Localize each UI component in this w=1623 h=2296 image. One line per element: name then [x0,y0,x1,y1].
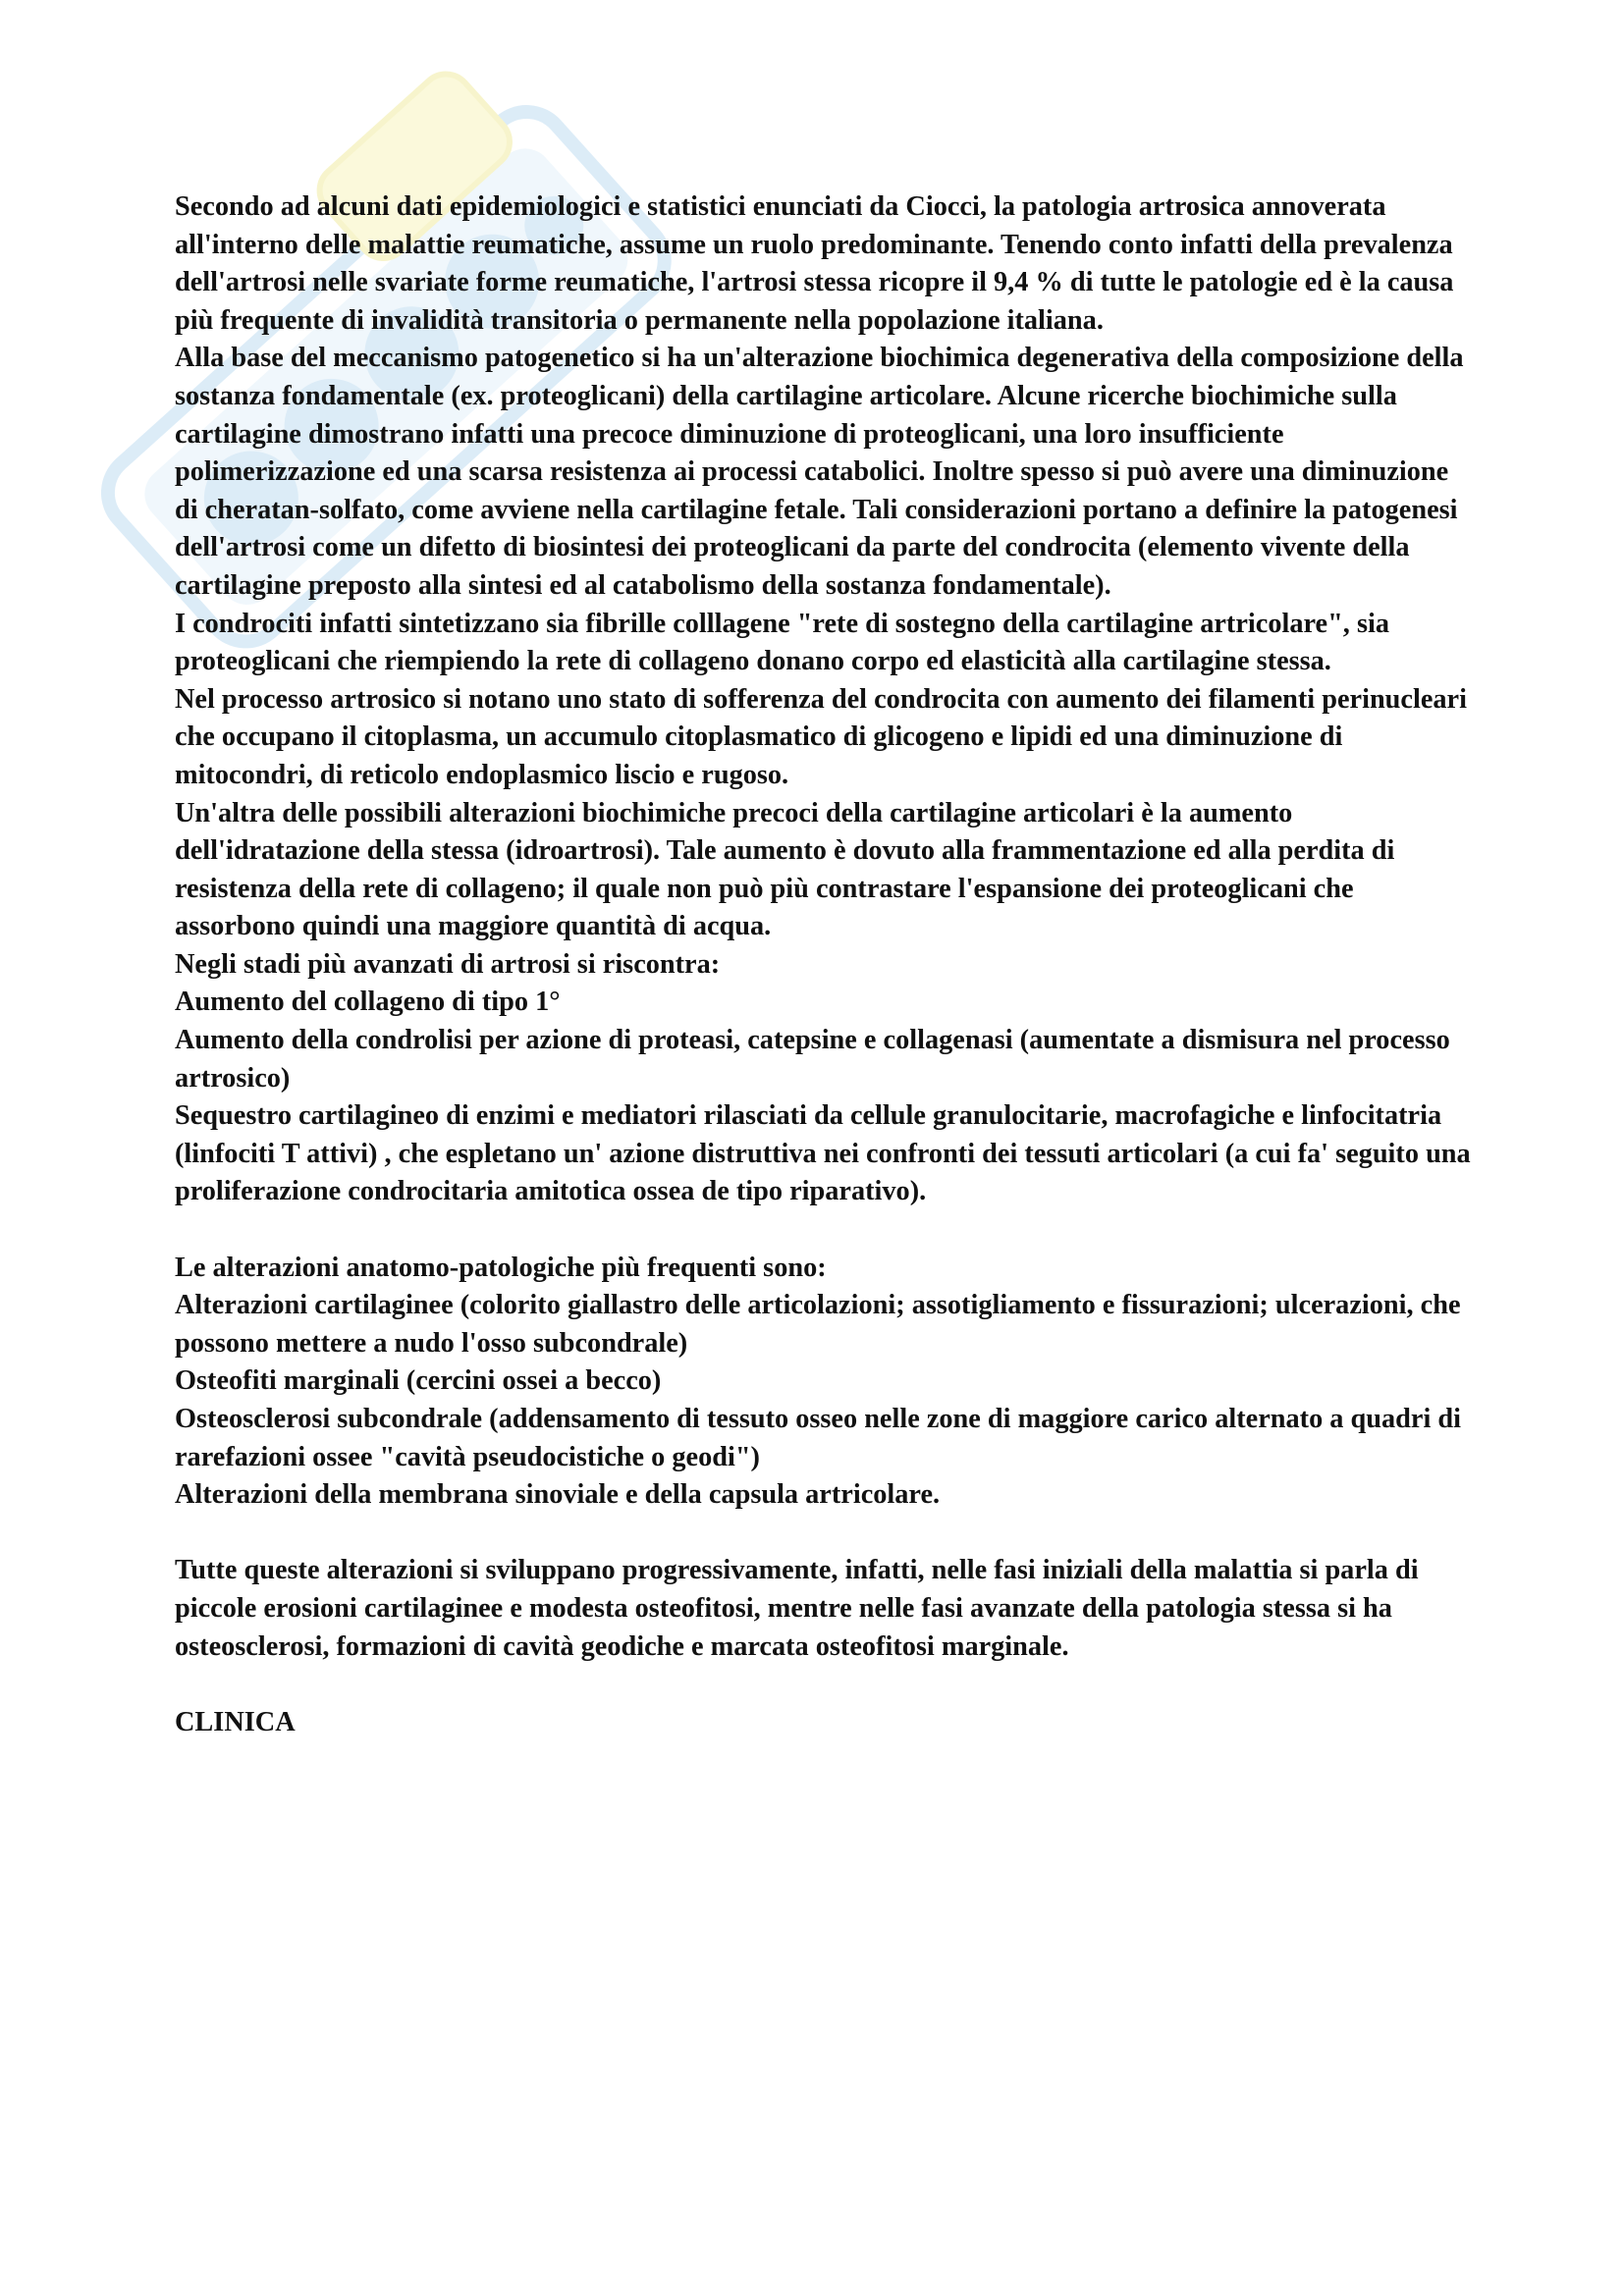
list-item: Alterazioni cartilaginee (colorito giallastro delle articolazioni; assotigliamento e fissurazioni; ulcerazioni, che possono mettere a nudo l'osso subcondrale) [175,1290,1461,1359]
paragraph-arthrosic-process: Nel processo artrosico si notano uno stato di sofferenza del condrocita con aumento dei filamenti perinucleari che occupano il citoplasma, un accumulo citoplasmatico di glicogeno e lipidi ed una diminuzione di mitocondri, di reticolo endoplasmico liscio e rugoso. [175,683,1467,790]
paragraph-spacer [175,1515,1471,1553]
paragraph-pathogenesis: Alla base del meccanismo patogenetico si ha un'alterazione biochimica degenerativa della composizione della sostanza fondamentale (ex. proteoglicani) della cartilagine articolare. Alcune ricerche biochimiche sulla cartilagine dimostrano infatti una precoce diminuzione di proteoglicani, una loro insufficiente polimerizzazione ed una scarsa resistenza ai processi catabolici. Inoltre spesso si può avere una diminuzione di cheratan-solfato, come avviene nella cartilagine fetale. Tali considerazioni portano a definire la patogenesi dell'artrosi come un difetto di biosintesi dei proteoglicani da parte del condrocita (elemento vivente della cartilagine preposto alla sintesi ed al catabolismo della sostanza fondamentale). [175,343,1464,601]
paragraph-spacer [175,1211,1471,1250]
document-body [175,188,1471,1741]
paragraph-chondrocytes: I condrociti infatti sintetizzano sia fibrille colllagene "rete di sostegno della cartilagine artricolare", sia proteoglicani che riempiendo la rete di collageno donano corpo ed elasticità alla cartilagine stessa. [175,608,1389,677]
paragraph-advanced-stages: Negli stadi più avanzati di artrosi si riscontra: [175,948,721,980]
paragraph-hydration: Un'altra delle possibili alterazioni biochimiche precoci della cartilagine articolari è la aumento dell'idratazione della stessa (idroartrosi). Tale aumento è dovuto alla frammentazione ed alla perdita di resistenza della rete di collageno; il quale non può più contrastare l'espansione dei proteoglicani che assorbono quindi una maggiore quantità di acqua. [175,797,1395,942]
list-item: Osteofiti marginali (cercini ossei a becco) [175,1365,662,1397]
paragraph-intro: Secondo ad alcuni dati epidemiologici e statistici enunciati da Ciocci, la patologia artrosica annoverata all'interno delle malattie reumatiche, assume un ruolo predominante. Tenendo conto infatti della prevalenza dell'artrosi nelle svariate forme reumatiche, l'artrosi stessa ricopre il 9,4 % di tutte le patologie ed è la causa più frequente di invalidità transitoria o permanente nella popolazione italiana. [175,191,1454,336]
list-item: Sequestro cartilagineo di enzimi e mediatori rilasciati da cellule granulocitarie, macrofagiche e linfocitatria (linfociti T attivi) , che espletano un' azione distruttiva nei confronti dei tessuti articolari (a cui fa' seguito una proliferazione condrocitaria amitotica ossea de tipo riparativo). [175,1100,1471,1207]
section-heading: CLINICA [175,1706,296,1737]
paragraph-progression: Tutte queste alterazioni si sviluppano progressivamente, infatti, nelle fasi iniziali della malattia si parla di piccole erosioni cartilaginee e modesta osteofitosi, mentre nelle fasi avanzate della patologia stessa si ha osteosclerosi, formazioni di cavità geodiche e marcata osteofitosi marginale. [175,1555,1419,1662]
list-item: Osteosclerosi subcondrale (addensamento di tessuto osseo nelle zone di maggiore carico alternato a quadri di rarefazioni ossee "cavità pseudocistiche o geodi") [175,1404,1461,1472]
paragraph-anatomopathology: Le alterazioni anatomo-patologiche più frequenti sono: [175,1252,827,1283]
list-item: Aumento della condrolisi per azione di proteasi, catepsine e collagenasi (aumentate a dismisura nel processo artrosico) [175,1025,1450,1094]
paragraph-spacer [175,1666,1471,1704]
list-item: Alterazioni della membrana sinoviale e della capsula artricolare. [175,1479,941,1511]
list-item: Aumento del collageno di tipo 1° [175,987,561,1018]
